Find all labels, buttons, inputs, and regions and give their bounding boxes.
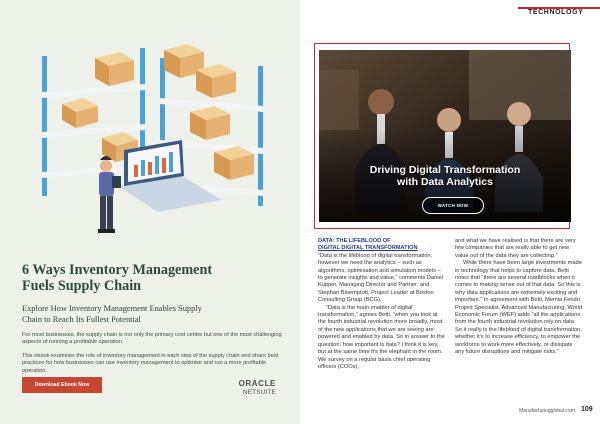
warehouse-illustration — [0, 0, 300, 250]
article-page — [300, 0, 600, 424]
logo-oracle-text: ORACLE — [238, 379, 276, 388]
page-number: 109 — [581, 406, 593, 413]
article-column-left — [318, 238, 446, 371]
advert-body-paragraph-2: This ebook examines the role of inventory management in each step of the supply chain and share best practices for how businesses can use inventory management to optimise and run a more profitable operation. — [22, 352, 279, 374]
article-column-right — [455, 238, 583, 357]
logo-netsuite-text: NETSUITE — [243, 389, 276, 396]
article-subheading: DIGITAL DIGITAL TRANSFORMATION — [318, 245, 418, 252]
footer-site-url[interactable]: Manufacturingglobal.com — [519, 408, 575, 414]
advert-copy — [22, 262, 284, 375]
oracle-netsuite-logo[interactable] — [226, 379, 276, 396]
video-player[interactable] — [319, 50, 571, 222]
article-paragraph: “Data is the main enabler of digital transformation,” agrees Betti, “when you look at the fourth industrial revolution more broadly, most of the new applications that we are seeing are powered and enabled by data. So in answer to the question: how important is data? I think it is key, but at the same time it’s the elephant in the room. We survey on a regular basis chief operating officers (COOs), — [318, 304, 445, 370]
video-title-line-2: with Data Analytics — [397, 176, 493, 188]
video-frame — [314, 43, 570, 229]
section-label: TECHNOLOGY — [528, 9, 584, 16]
article-paragraph: While there have been large investments made in technology that helps to capture data, Betti notes that “there are several roadblocks when it comes to making sense out of that data. So this is why data applications are extremely exciting and important.” In agreement with Betti, Memia Fendri Project Specialist, Advanced Manufacturing, World Economic Forum (WEF) adds “all the applications from the fourth industrial revolution rely on data. So it really is the lifeblood of digital transformation, whether it’s to increase efficiency, to empower the workforce to work more effectively, or dissipate any future disruptions and mitigate risks.” — [455, 260, 583, 356]
download-ebook-button[interactable]: Download Ebook Now — [22, 377, 102, 393]
advert-subtitle-line-1: Explore How Inventory Management Enables Supply — [22, 304, 202, 313]
advert-title-line-1: 6 Ways Inventory Management — [22, 262, 213, 278]
advert-title-line-2: Fuels Supply Chain — [22, 278, 142, 294]
video-title-line-1: Driving Digital Transformation — [369, 164, 521, 176]
advert-body-paragraph-1: For most businesses, the supply chain is not only the primary cost centre but one of the most challenging aspects of running a profitable operation. — [22, 332, 282, 346]
laptop-dashboard — [118, 140, 222, 212]
advert-subtitle-line-2: Chain to Reach Its Fullest Potential — [22, 315, 141, 324]
section-tab — [518, 9, 600, 16]
article-heading: DATA: THE LIFEBLOOD OF — [318, 238, 391, 244]
article-paragraph: and what we have realised is that there are very few companies that are really able to get new value out of the data they are collecting.” — [455, 238, 576, 259]
article-paragraph: “Data is the lifeblood of digital transformation, however we need the analytics – such as algorithms, optimisation and simulation models – to generate insights and value,” comments Daniel Küpper, Managing Director and Partner, and Stephan Bloemptott, Project Leader at Boston Consulting Group (BCG). — [318, 252, 443, 304]
section-accent-rule — [518, 7, 600, 9]
watch-now-button[interactable]: WATCH NOW — [422, 197, 484, 214]
video-title — [319, 164, 571, 188]
